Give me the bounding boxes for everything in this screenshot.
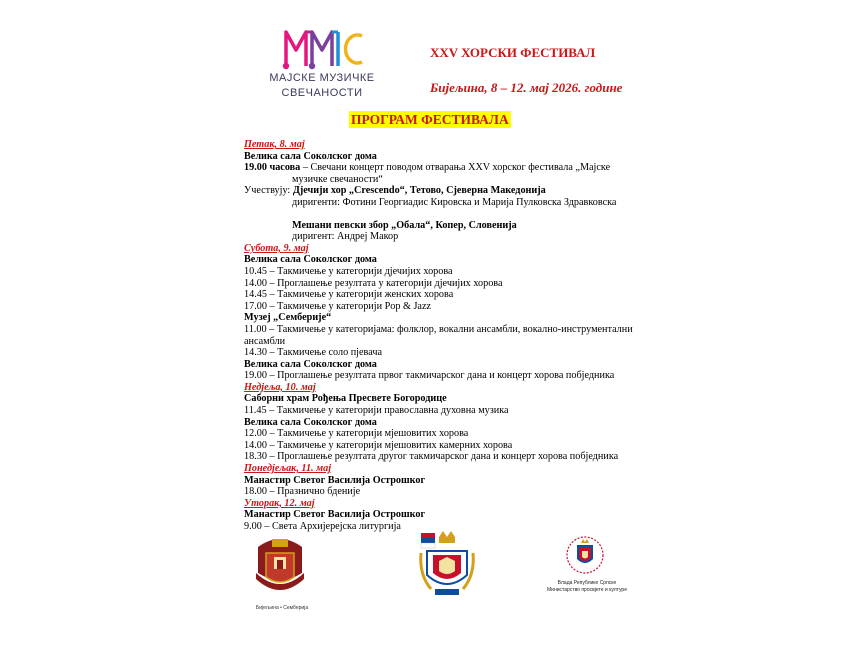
item-time: 18.00	[244, 486, 267, 498]
emblem-caption: Бијељина • Семберија	[255, 605, 309, 611]
state-coat-of-arms-icon	[417, 531, 477, 601]
ministry-caption	[533, 580, 641, 594]
venue-name: Саборни храм Рођења Пресвете Богородице	[244, 393, 447, 405]
logo-text-line1: МАЈСКЕ МУЗИЧКЕ	[269, 72, 375, 84]
item-time: 11.00	[244, 323, 267, 335]
venue-name: Велика сала Соколског дома	[244, 150, 377, 162]
festival-dates: Бијељина, 8 – 12. мај 2026. године	[430, 80, 623, 95]
schedule-item	[244, 289, 644, 301]
item-text: – Проглашење резултата другог такмичарског дана и концерт хорова побједника	[266, 451, 619, 463]
day-heading-saturday: Субота, 9. мај	[244, 242, 309, 254]
schedule-item	[244, 405, 644, 417]
item-text: – Такмичење у категорији мјешовитих хорова	[266, 428, 469, 440]
item-time: 14.30	[244, 347, 267, 359]
program-heading: ПРОГРАМ ФЕСТИВАЛА	[351, 112, 509, 127]
schedule-item	[244, 347, 644, 359]
item-text: – Такмичење у категорији православна духовна музика	[266, 405, 509, 417]
day-heading-monday: Понедјељак, 11. мај	[244, 463, 332, 475]
ministry-line1: Влада Републике Српске	[557, 580, 617, 586]
day-heading-tuesday: Уторак, 12. мај	[244, 497, 315, 509]
item-time: 19.00 часова	[244, 162, 301, 174]
item-text: – Такмичење у категорији мјешовитих камерних хорова	[266, 439, 513, 451]
choir-name: Дјечији хор „Crescendo“, Тетово, Сјеверна Македонија	[292, 185, 546, 197]
venue-name: Манастир Светог Василија Острошког	[244, 509, 426, 521]
venue-name: Велика сала Соколског дома	[244, 254, 377, 266]
mmc-logo-icon	[282, 22, 370, 72]
item-time: 14.00	[244, 277, 267, 289]
schedule-item	[244, 440, 644, 452]
day-heading-sunday: Недјеља, 10. мај	[244, 381, 316, 393]
day-heading-friday: Петак, 8. мај	[244, 139, 305, 150]
item-text: – Такмичење соло пјевача	[266, 347, 382, 359]
schedule-item	[244, 278, 644, 290]
item-text: – Такмичење у категорији Pop & Jazz	[266, 300, 431, 312]
participants-line	[244, 185, 644, 197]
schedule-item	[244, 324, 640, 347]
schedule-item-continued: музичке свечаности“	[292, 173, 383, 185]
schedule-item	[244, 486, 644, 498]
item-text: – Такмичење у категорији дјечијих хорова	[266, 265, 453, 277]
item-text: – Такмичење у категорији женских хорова	[266, 289, 454, 301]
program-list	[244, 139, 644, 533]
ministry-line2: Министарство просвјете и културе	[546, 587, 627, 593]
item-time: 18.30	[244, 451, 267, 463]
item-time: 17.00	[244, 300, 267, 312]
venue-name: Велика сала Соколског дома	[244, 358, 377, 370]
venue-name: Музеј „Семберије“	[244, 312, 332, 324]
item-time: 10.45	[244, 265, 267, 277]
item-text: – Света Архијерејска литургија	[261, 521, 401, 532]
item-text: – Проглашење резултата у категорији дјечијих хорова	[266, 277, 503, 289]
schedule-item	[244, 301, 644, 313]
participants-label: Учествују:	[244, 185, 293, 197]
government-seal-icon	[563, 533, 607, 579]
city-coat-of-arms-icon	[252, 533, 308, 605]
schedule-item	[244, 162, 644, 174]
item-time: 14.45	[244, 289, 267, 301]
item-text: – Такмичење у категоријама: фолклор, вокални ансамбли, вокално-инструментални ансамбли	[244, 323, 633, 347]
choir-conductor: диригент: Андреј Макор	[292, 231, 399, 243]
item-text: – Празнично бденије	[266, 486, 361, 498]
schedule-item	[244, 451, 644, 463]
spacer	[244, 209, 644, 220]
choir-conductors: диригенти: Фотини Георгиадис Кировска и Марија Пулковска Здравковска	[292, 196, 617, 208]
schedule-item	[244, 428, 644, 440]
item-time: 9.00	[244, 521, 262, 532]
item-text: – Проглашење резултата првог такмичарског дана и концерт хорова побједника	[266, 370, 615, 382]
item-text: – Свечани концерт поводом отварања XXV хорског фестивала „Мајске	[300, 162, 611, 174]
festival-title: XXV ХОРСКИ ФЕСТИВАЛ	[430, 45, 596, 60]
venue-name: Манастир Светог Василија Острошког	[244, 474, 426, 486]
item-time: 11.45	[244, 405, 267, 417]
schedule-item	[244, 370, 644, 382]
item-time: 12.00	[244, 428, 267, 440]
choir-name: Мешани певски збор „Обала“, Копер, Словенија	[292, 219, 517, 231]
item-time: 19.00	[244, 370, 267, 382]
schedule-item	[244, 266, 644, 278]
logo-text-line2: СВЕЧАНОСТИ	[281, 87, 363, 99]
venue-name: Велика сала Соколског дома	[244, 416, 377, 428]
item-time: 14.00	[244, 439, 267, 451]
